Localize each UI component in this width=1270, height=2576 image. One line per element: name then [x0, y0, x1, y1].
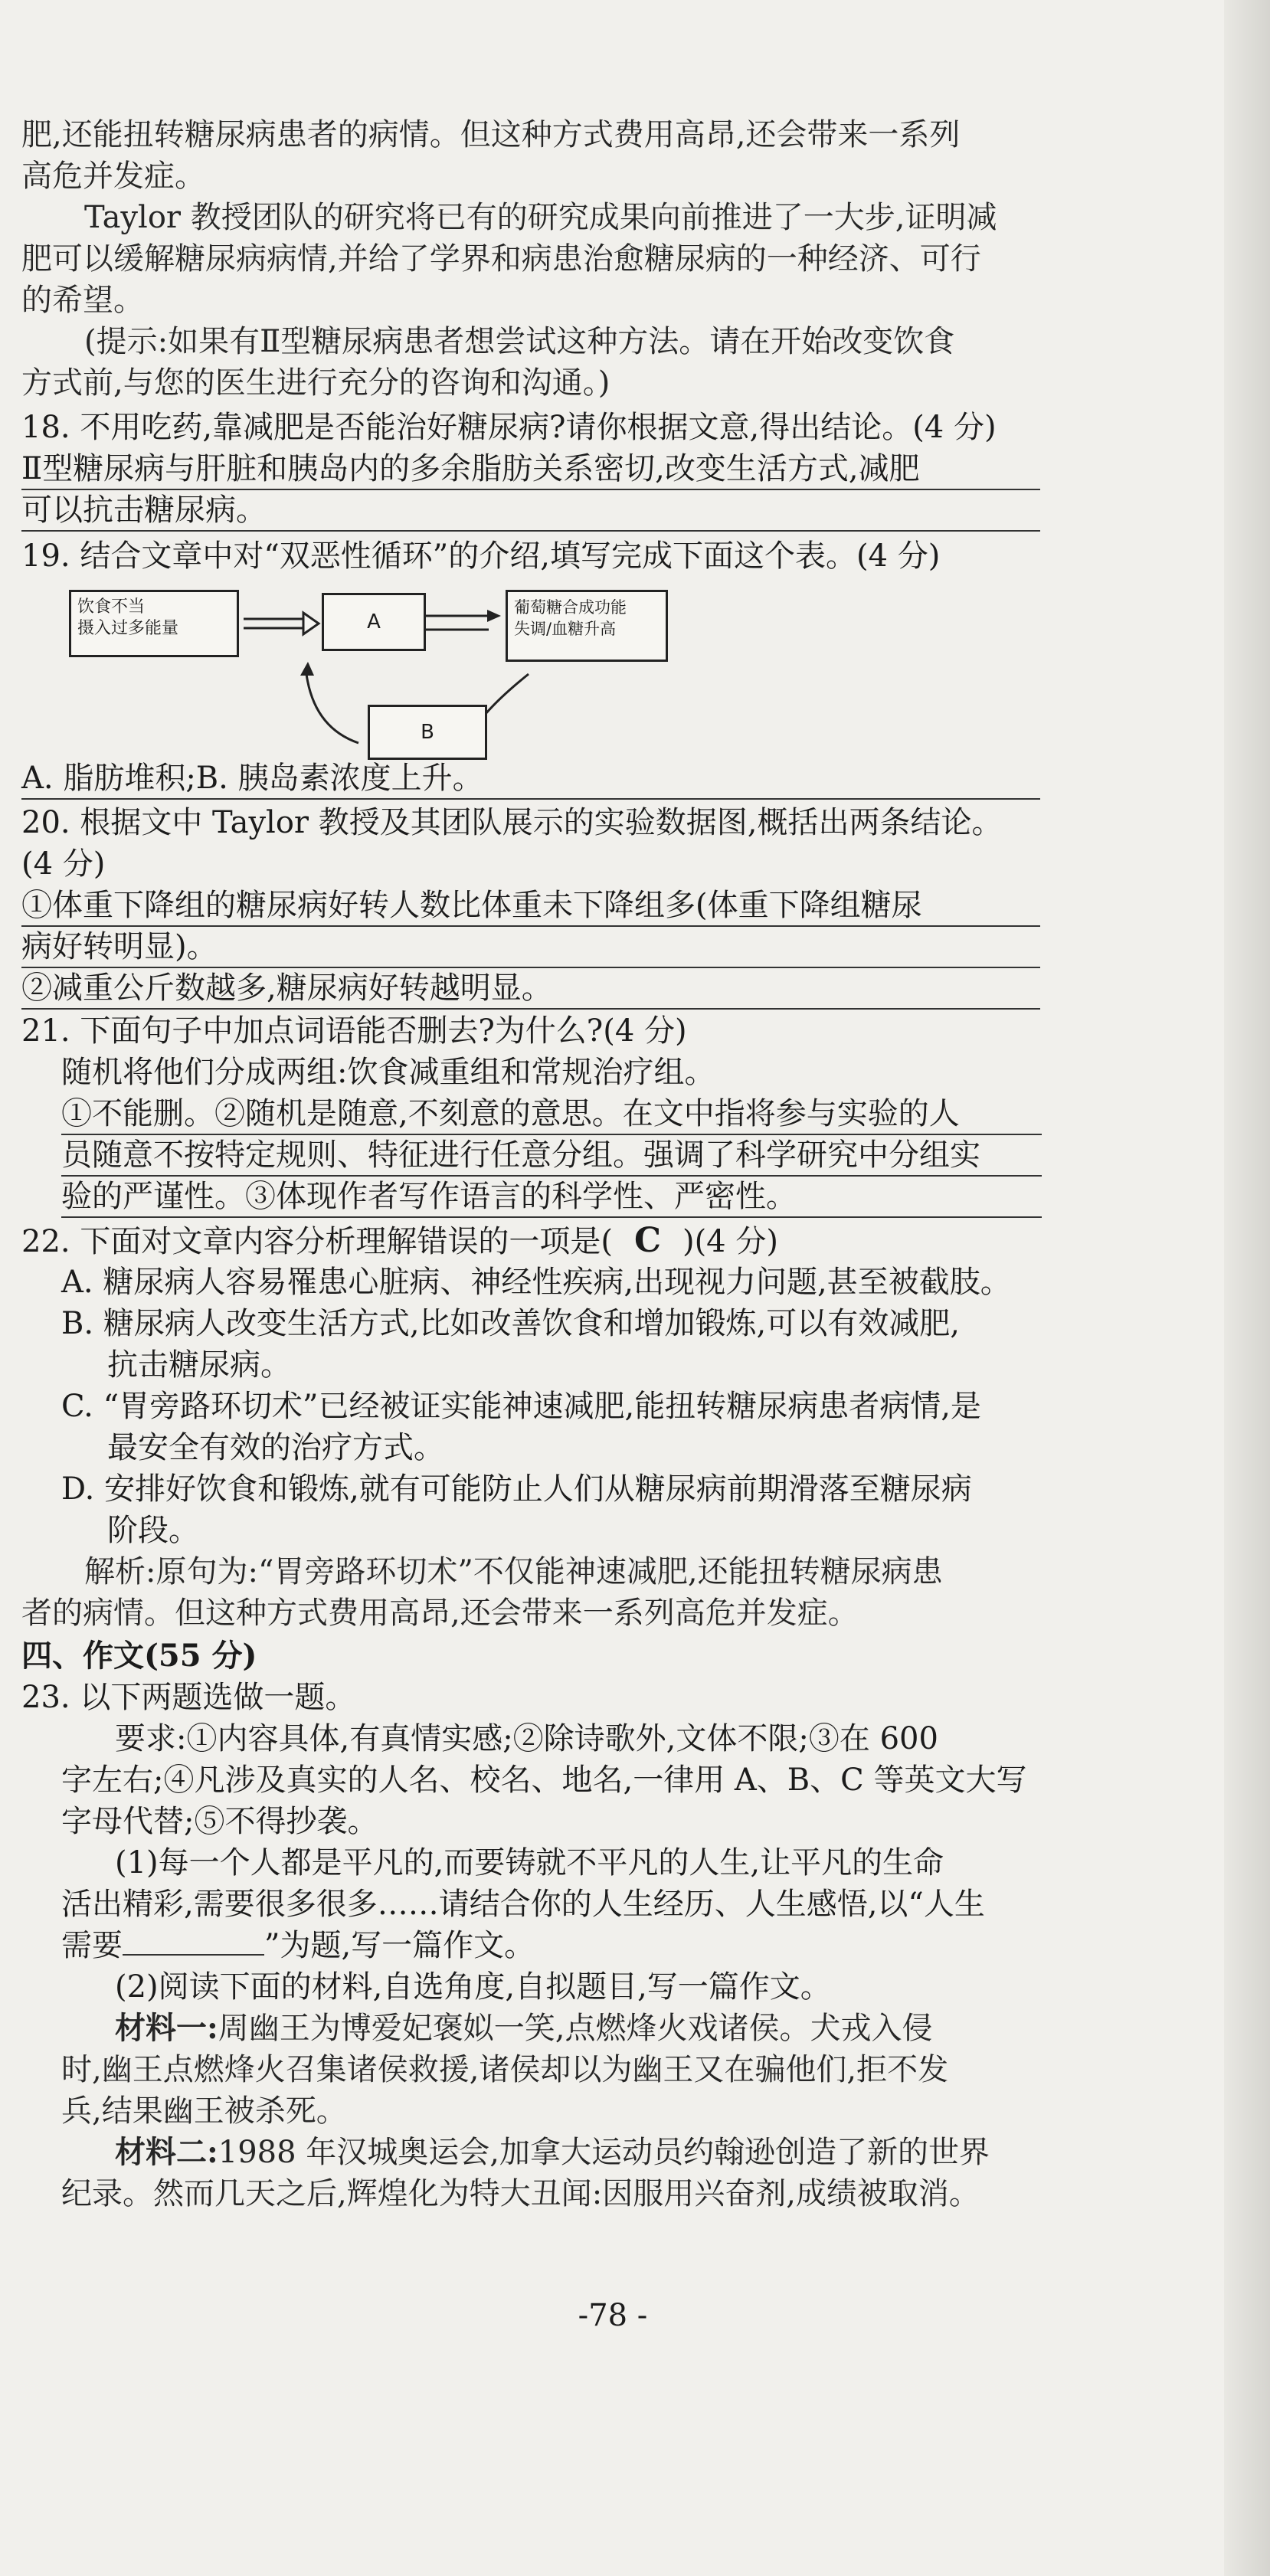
answer-rule	[21, 798, 1040, 800]
prompt-1	[61, 1926, 535, 1966]
option-b-cont: 抗击糖尿病。	[107, 1347, 291, 1383]
question-22-choice: C	[633, 1221, 661, 1260]
prompt-1: 活出精彩,需要很多很多……请结合你的人生经历、人生感悟,以“人生	[61, 1887, 985, 1922]
answer-21: 验的严谨性。③体现作者写作语言的科学性、严密性。	[61, 1179, 797, 1214]
answer-rule	[21, 530, 1040, 532]
requirements: 字母代替;⑤不得抄袭。	[61, 1804, 378, 1839]
vicious-cycle-diagram	[61, 590, 674, 766]
answer-rule	[61, 1216, 1042, 1218]
prompt-1-pre: 需要	[61, 1928, 123, 1963]
page-number: -78 -	[578, 2298, 648, 2333]
material-2: 纪录。然而几天之后,辉煌化为特大丑闻:因服用兴奋剂,成绩被取消。	[61, 2176, 980, 2211]
diagram-box-input: 饮食不当 摄入过多能量	[69, 590, 239, 657]
question-19: 19. 结合文章中对“双恶性循环”的介绍,填写完成下面这个表。(4 分)	[21, 538, 941, 574]
question-22	[21, 1221, 778, 1262]
answer-19: A. 脂肪堆积;B. 胰岛素浓度上升。	[21, 761, 483, 796]
question-18: 18. 不用吃药,靠减肥是否能治好糖尿病?请你根据文意,得出结论。(4 分)	[21, 410, 997, 445]
option-b: B. 糖尿病人改变生活方式,比如改善饮食和增加锻炼,可以有效减肥,	[61, 1306, 960, 1341]
diagram-box-output: 葡萄糖合成功能 失调/血糖升高	[506, 590, 668, 662]
material-2-label: 材料二:	[115, 2134, 218, 2170]
answer-18: Ⅱ型糖尿病与肝脏和胰岛内的多余脂肪关系密切,改变生活方式,减肥	[21, 451, 920, 486]
material-2	[115, 2132, 990, 2172]
explanation: 解析:原句为:“胃旁路环切术”不仅能神速减肥,还能扭转糖尿病患	[84, 1554, 943, 1589]
material-1: 时,幽王点燃烽火召集诸侯救援,诸侯却以为幽王又在骗他们,拒不发	[61, 2052, 949, 2087]
question-22-score: )(4 分)	[682, 1224, 778, 1259]
intro-line: Taylor 教授团队的研究将已有的研究成果向前推进了一大步,证明减	[84, 200, 997, 235]
intro-line: 高危并发症。	[21, 159, 205, 194]
requirements: 要求:①内容具体,有真情实感;②除诗歌外,文体不限;③在 600	[115, 1721, 938, 1756]
option-d-cont: 阶段。	[107, 1513, 199, 1548]
material-1-text: 周幽王为博爱妃褒姒一笑,点燃烽火戏诸侯。犬戎入侵	[218, 2011, 933, 2046]
diagram-box-a: A	[322, 593, 426, 651]
section-heading: 四、作文(55 分)	[21, 1638, 257, 1674]
page-edge-shadow	[1224, 0, 1270, 2576]
intro-line: 的希望。	[21, 283, 144, 318]
question-20-score: (4 分)	[21, 846, 106, 882]
tip-line: 方式前,与您的医生进行充分的咨询和沟通。)	[21, 365, 610, 401]
intro-line: 肥可以缓解糖尿病病情,并给了学界和病患治愈糖尿病的一种经济、可行	[21, 241, 981, 277]
answer-18: 可以抗击糖尿病。	[21, 493, 267, 528]
option-c: C. “胃旁路环切术”已经被证实能神速减肥,能扭转糖尿病患者病情,是	[61, 1389, 981, 1424]
explanation: 者的病情。但这种方式费用高昂,还会带来一系列高危并发症。	[21, 1596, 859, 1631]
question-20: 20. 根据文中 Taylor 教授及其团队展示的实验数据图,概括出两条结论。	[21, 805, 1003, 840]
question-21-sentence: 随机将他们分成两组:饮食减重组和常规治疗组。	[61, 1055, 715, 1090]
option-d: D. 安排好饮食和锻炼,就有可能防止人们从糖尿病前期滑落至糖尿病	[61, 1471, 972, 1507]
prompt-1: (1)每一个人都是平凡的,而要铸就不平凡的人生,让平凡的生命	[115, 1845, 944, 1880]
answer-20: ①体重下降组的糖尿病好转人数比体重未下降组多(体重下降组糖尿	[21, 888, 922, 923]
material-2-text: 1988 年汉城奥运会,加拿大运动员约翰逊创造了新的世界	[218, 2135, 990, 2170]
material-1: 兵,结果幽王被杀死。	[61, 2093, 347, 2129]
answer-20: 病好转明显)。	[21, 929, 218, 964]
title-blank	[123, 1928, 264, 1956]
diagram-box-b: B	[368, 705, 487, 760]
option-a: A. 糖尿病人容易罹患心脏病、神经性疾病,出现视力问题,甚至被截肢。	[61, 1265, 1011, 1300]
prompt-2: (2)阅读下面的材料,自选角度,自拟题目,写一篇作文。	[115, 1969, 831, 2005]
prompt-1-post: ”为题,写一篇作文。	[264, 1928, 535, 1963]
option-c-cont: 最安全有效的治疗方式。	[107, 1430, 444, 1465]
answer-20: ②减重公斤数越多,糖尿病好转越明显。	[21, 971, 552, 1006]
material-1-label: 材料一:	[115, 2010, 218, 2046]
question-22-stem: 22. 下面对文章内容分析理解错误的一项是(	[21, 1224, 613, 1259]
question-23: 23. 以下两题选做一题。	[21, 1680, 356, 1715]
material-1	[115, 2008, 932, 2048]
answer-21: 员随意不按特定规则、特征进行任意分组。强调了科学研究中分组实	[61, 1137, 980, 1173]
requirements: 字左右;④凡涉及真实的人名、校名、地名,一律用 A、B、C 等英文大写	[61, 1763, 1027, 1798]
tip-line: (提示:如果有Ⅱ型糖尿病患者想尝试这种方法。请在开始改变饮食	[84, 324, 955, 359]
answer-rule	[21, 1008, 1040, 1010]
answer-21: ①不能删。②随机是随意,不刻意的意思。在文中指将参与实验的人	[61, 1096, 960, 1131]
intro-line: 肥,还能扭转糖尿病患者的病情。但这种方式费用高昂,还会带来一系列	[21, 117, 961, 152]
question-21: 21. 下面句子中加点词语能否删去?为什么?(4 分)	[21, 1013, 687, 1049]
